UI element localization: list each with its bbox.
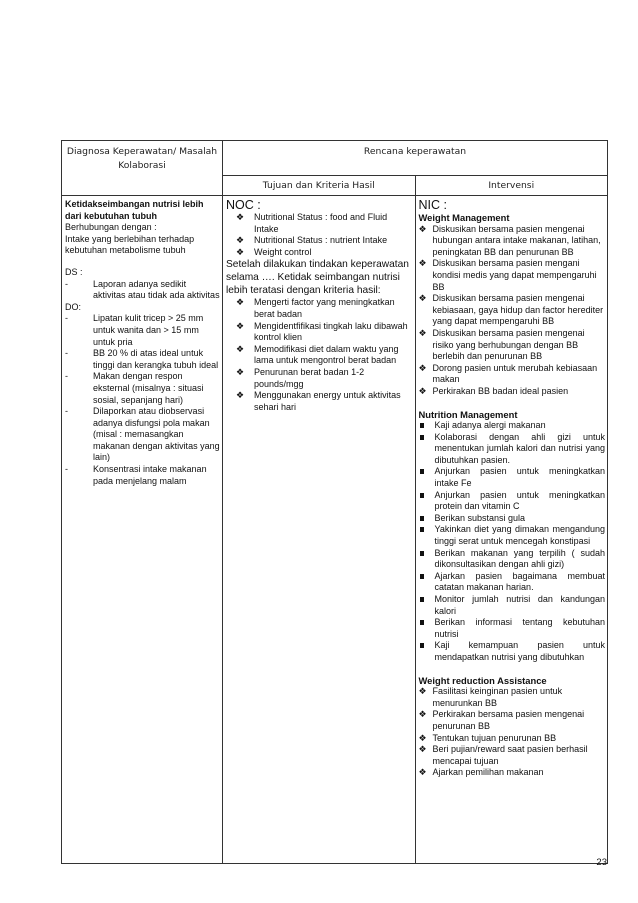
criteria-text: Memodifikasi diet dalam waktu yang lama untuk mengontrol berat badan xyxy=(254,343,399,366)
header-goals-label: Tujuan dan Kriteria Hasil xyxy=(262,180,375,191)
weight-reduction-text: Perkirakan bersama pasien mengenai penurunan BB xyxy=(432,709,585,731)
header-plan xyxy=(223,141,608,176)
care-plan-table xyxy=(61,140,608,864)
noc-item xyxy=(226,235,413,247)
diamond-bullet-icon: ❖ xyxy=(236,235,245,246)
do-label: DO: xyxy=(65,301,82,312)
square-bullet-icon xyxy=(420,574,424,579)
ds-label: DS : xyxy=(65,266,83,277)
nutrition-management-item xyxy=(419,640,606,663)
diamond-bullet-icon: ❖ xyxy=(418,767,427,778)
square-bullet-icon xyxy=(420,516,424,521)
weight-management-title: Weight Management xyxy=(418,212,510,223)
weight-reduction-item xyxy=(419,744,606,767)
nutrition-management-item xyxy=(419,432,606,467)
nutrition-management-text: Berikan informasi tentang kebutuhan nutrisi xyxy=(434,617,605,639)
nutrition-management-item xyxy=(419,594,606,617)
do-item: - Makan dengan respon eksternal (misalnya : situasi sosial, sepanjang hari) xyxy=(65,371,220,406)
criteria-text: Menggunakan energy untuk aktivitas sehari hari xyxy=(254,390,401,412)
diagnosis-title: Ketidakseimbangan nutrisi lebih dari kebutuhan tubuh xyxy=(65,199,204,221)
weight-management-text: Perkirakan BB badan ideal pasien xyxy=(432,385,569,396)
related-label: Berhubungan dengan : xyxy=(65,222,157,233)
noc-item-text: Weight control xyxy=(254,246,312,257)
do-item: - Dilaporkan atau diobservasi adanya disfungsi pola makan (misal : memasangkan makanan dengan aktivitas yang lain) xyxy=(65,406,220,464)
weight-management-text: Diskusikan bersama pasien mengenai kebiasaan, gaya hidup dan factor herediter yang dapat mempengaruhi BB xyxy=(432,293,604,327)
square-bullet-icon xyxy=(420,493,424,498)
header-plan-label: Rencana keperawatan xyxy=(363,146,467,157)
diamond-bullet-icon: ❖ xyxy=(236,297,245,308)
page-number: 23 xyxy=(596,857,607,868)
do-item: - Lipatan kulit tricep > 25 mm untuk wanita dan > 15 mm untuk pria xyxy=(65,313,220,348)
nutrition-management-text: Ajarkan pasien bagaimana membuat catatan makanan harian. xyxy=(434,570,605,593)
square-bullet-icon xyxy=(420,423,424,428)
noc-item-text: Nutritional Status : nutrient Intake xyxy=(254,235,388,246)
diamond-bullet-icon: ❖ xyxy=(418,327,427,338)
diamond-bullet-icon: ❖ xyxy=(236,343,245,354)
nutrition-management-item xyxy=(419,513,606,525)
weight-management-item xyxy=(419,386,606,398)
noc-label: NOC : xyxy=(226,198,261,212)
ds-item: - Laporan adanya sedikit aktivitas atau tidak ada aktivitas xyxy=(65,279,220,302)
weight-reduction-text: Fasilitasi keinginan pasien untuk menurunkan BB xyxy=(432,686,563,708)
noc-item xyxy=(226,212,413,235)
weight-management-item xyxy=(419,224,606,259)
weight-reduction-title: Weight reduction Assistance xyxy=(418,674,547,686)
diamond-bullet-icon: ❖ xyxy=(418,744,427,755)
nutrition-management-text: Yakinkan diet yang dimakan mengandung tinggi serat untuk mencegah konstipasi xyxy=(434,524,605,547)
weight-management-item xyxy=(419,293,606,328)
do-item: - BB 20 % di atas ideal untuk tinggi dan kerangka tubuh ideal xyxy=(65,348,220,371)
diamond-bullet-icon: ❖ xyxy=(418,223,427,234)
diamond-bullet-icon: ❖ xyxy=(418,732,427,743)
nutrition-management-item xyxy=(419,617,606,640)
weight-reduction-text: Beri pujian/reward saat pasien berhasil mencapai tujuan xyxy=(432,744,588,766)
nutrition-management-text: Berikan makanan yang terpilih ( sudah dikonsultasikan dengan ahli gizi) xyxy=(434,547,605,570)
square-bullet-icon xyxy=(420,469,424,474)
criteria-text: Mengerti factor yang meningkatkan berat badan xyxy=(254,297,395,319)
square-bullet-icon xyxy=(420,527,424,532)
diamond-bullet-icon: ❖ xyxy=(418,258,427,269)
diamond-bullet-icon: ❖ xyxy=(418,293,427,304)
weight-management-text: Dorong pasien untuk merubah kebiasaan makan xyxy=(432,362,598,385)
criteria-item xyxy=(226,344,413,367)
related-text: Intake yang berlebihan terhadap kebutuhan metabolisme tubuh xyxy=(65,233,195,256)
weight-management-text: Diskusikan bersama pasien mengani kondisi medis yang dapat mempengaruhi BB xyxy=(432,258,597,292)
weight-reduction-text: Tentukan tujuan penurunan BB xyxy=(432,732,557,743)
goal-statement: Setelah dilakukan tindakan keperawatan selama …. Ketidak seimbangan nutrisi lebih teratasi dengan kriteria hasil: xyxy=(226,259,409,297)
weight-management-text: Diskusikan bersama pasien mengenai hubungan antara intake makanan, latihan, peningkatan BB dan penurunan BB xyxy=(432,223,601,257)
noc-item-text: Nutritional Status : food and Fluid Intake xyxy=(254,212,388,234)
nutrition-management-text: Kaji adanya alergi makanan xyxy=(434,420,546,431)
criteria-text: Mengidentfifikasi tingkah laku dibawah kontrol klien xyxy=(254,320,408,343)
header-goals xyxy=(223,176,416,196)
diamond-bullet-icon: ❖ xyxy=(418,709,427,720)
criteria-item xyxy=(226,297,413,320)
nutrition-management-title: Nutrition Management xyxy=(418,408,518,420)
weight-management-item xyxy=(419,363,606,386)
intervention-cell xyxy=(415,196,608,864)
diamond-bullet-icon: ❖ xyxy=(236,246,245,257)
nutrition-management-item xyxy=(419,524,606,547)
goals-cell xyxy=(223,196,416,864)
weight-reduction-item xyxy=(419,709,606,732)
nutrition-management-item xyxy=(419,571,606,594)
nutrition-management-item xyxy=(419,466,606,489)
weight-reduction-text: Ajarkan pemilihan makanan xyxy=(432,767,544,778)
nutrition-management-text: Anjurkan pasien untuk meningkatkan protein dan vitamin C xyxy=(434,489,605,512)
nutrition-management-text: Anjurkan pasien untuk meningkatkan intake Fe xyxy=(434,466,605,489)
diamond-bullet-icon: ❖ xyxy=(418,362,427,373)
header-intervention-label: Intervensi xyxy=(488,180,535,191)
do-item: - Konsentrasi intake makanan pada menjelang malam xyxy=(65,464,220,487)
square-bullet-icon xyxy=(420,551,424,556)
square-bullet-icon xyxy=(420,643,424,648)
diamond-bullet-icon: ❖ xyxy=(236,366,245,377)
diamond-bullet-icon: ❖ xyxy=(418,385,427,396)
weight-management-item xyxy=(419,258,606,293)
square-bullet-icon xyxy=(420,597,424,602)
criteria-item xyxy=(226,321,413,344)
noc-item xyxy=(226,247,413,259)
square-bullet-icon xyxy=(420,620,424,625)
header-diagnosis xyxy=(62,141,223,196)
weight-reduction-item xyxy=(419,767,606,779)
diamond-bullet-icon: ❖ xyxy=(236,320,245,331)
diamond-bullet-icon: ❖ xyxy=(236,212,245,222)
nutrition-management-text: Monitor jumlah nutrisi dan kandungan kalori xyxy=(434,594,605,616)
diagnosis-cell xyxy=(62,196,223,864)
header-intervention xyxy=(415,176,608,196)
diamond-bullet-icon: ❖ xyxy=(236,390,245,401)
weight-reduction-item xyxy=(419,686,606,709)
header-diagnosis-label: Diagnosa Keperawatan/ Masalah Kolaborasi xyxy=(66,146,218,171)
nutrition-management-item xyxy=(419,490,606,513)
diamond-bullet-icon: ❖ xyxy=(418,686,427,697)
nutrition-management-text: Berikan substansi gula xyxy=(434,512,526,523)
weight-management-item xyxy=(419,328,606,363)
weight-reduction-item xyxy=(419,733,606,745)
nutrition-management-text: Kaji kemampuan pasien untuk mendapatkan nutrisi yang dibutuhkan xyxy=(434,640,605,662)
square-bullet-icon xyxy=(420,435,424,440)
nutrition-management-item xyxy=(419,420,606,432)
criteria-text: Penurunan berat badan 1-2 pounds/mgg xyxy=(254,366,365,389)
weight-management-text: Diskusikan bersama pasien mengenai risiko yang berhubungan dengan BB berlebih dan penurunan BB xyxy=(432,327,585,362)
nutrition-management-item xyxy=(419,548,606,571)
criteria-item xyxy=(226,367,413,390)
nic-label: NIC : xyxy=(418,198,447,212)
criteria-item xyxy=(226,390,413,413)
nutrition-management-text: Kolaborasi dengan ahli gizi untuk menentukan jumlah kalori dan nutrisi yang dibutuhkan pasien. xyxy=(434,431,605,465)
